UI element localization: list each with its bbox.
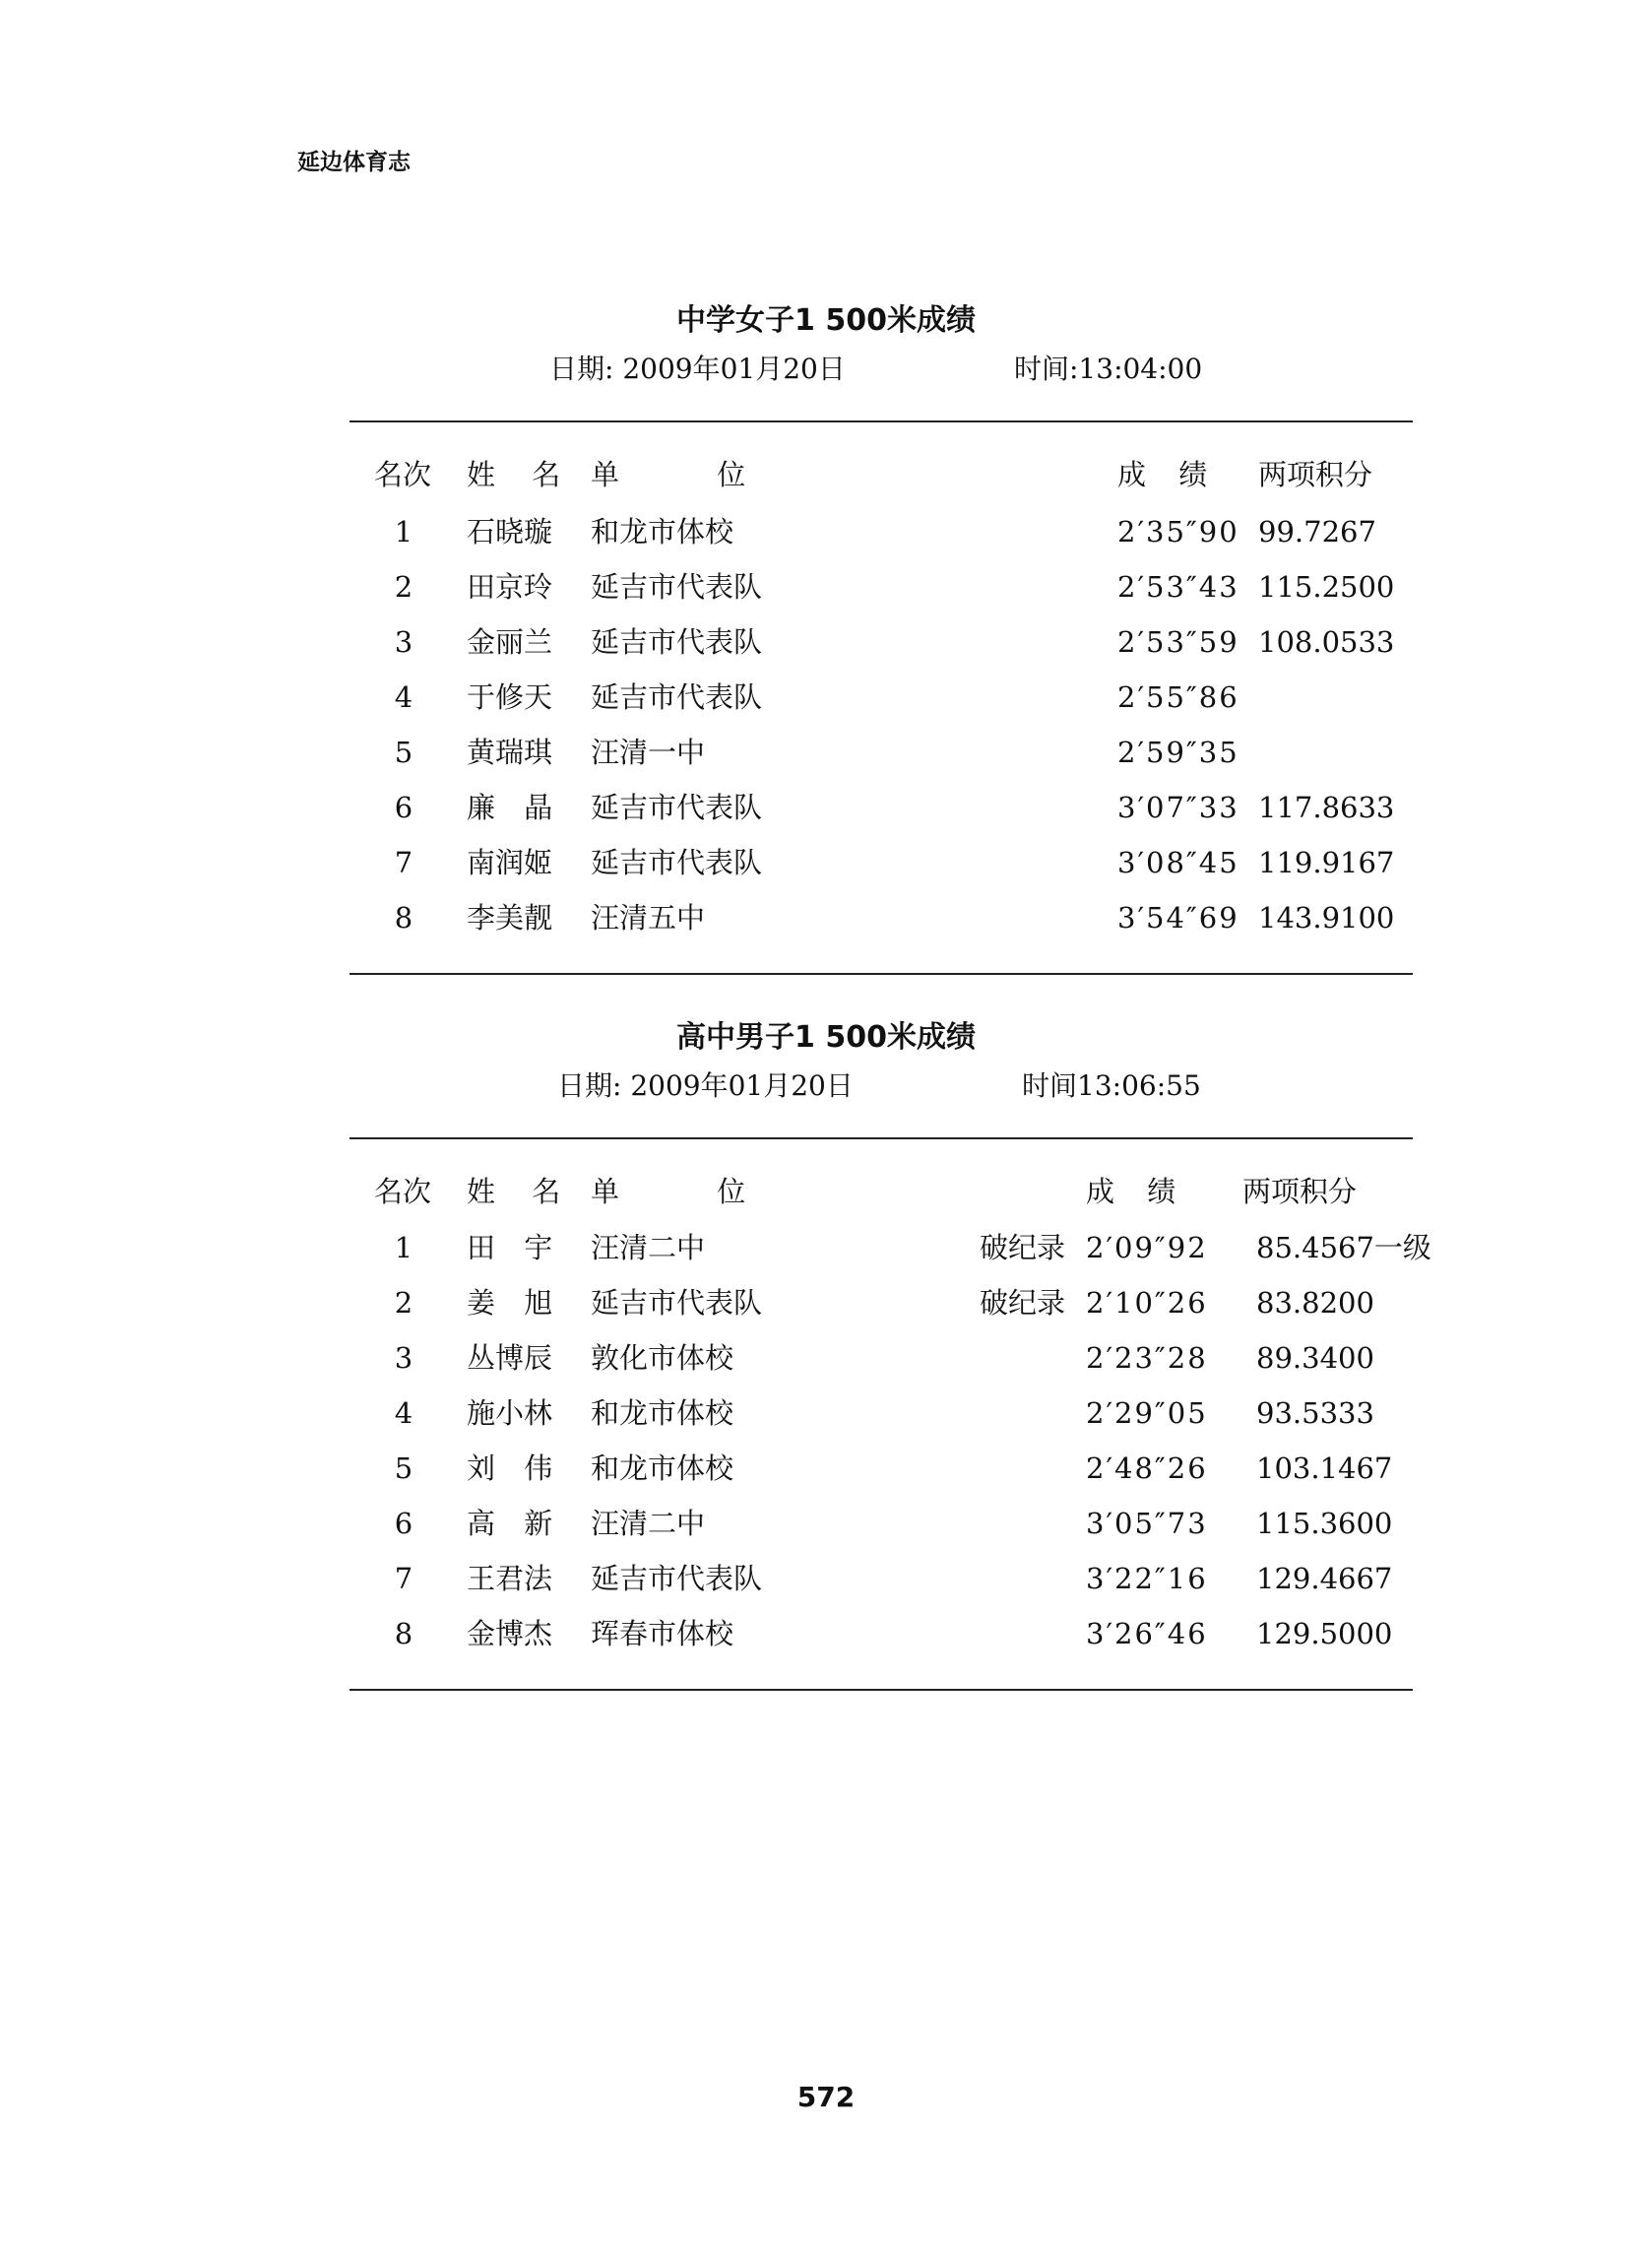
cell-rank: 2 bbox=[394, 1286, 413, 1320]
cell-name: 田 宇 bbox=[467, 1231, 553, 1264]
column-header-name: 姓 名 bbox=[467, 458, 575, 491]
cell-result: 3′26″46 bbox=[1086, 1617, 1208, 1650]
cell-unit: 延吉市代表队 bbox=[591, 846, 763, 879]
cell-unit: 延吉市代表队 bbox=[591, 680, 763, 714]
column-header-unit: 单 位 bbox=[591, 1175, 746, 1208]
cell-name: 廉 晶 bbox=[467, 791, 553, 824]
cell-unit: 珲春市体校 bbox=[591, 1617, 734, 1650]
cell-name: 南润姬 bbox=[467, 846, 553, 879]
cell-name: 高 新 bbox=[467, 1507, 553, 1540]
cell-unit: 和龙市体校 bbox=[591, 515, 734, 548]
cell-points: 89.3400 bbox=[1256, 1341, 1374, 1375]
cell-rank: 5 bbox=[394, 736, 413, 769]
cell-rank: 8 bbox=[394, 1617, 413, 1650]
cell-name: 田京玲 bbox=[467, 570, 553, 604]
cell-result: 2′53″43 bbox=[1117, 570, 1239, 604]
cell-rank: 1 bbox=[394, 1231, 413, 1264]
cell-rank: 6 bbox=[394, 1507, 413, 1540]
cell-unit: 延吉市代表队 bbox=[591, 625, 763, 659]
cell-unit: 汪清二中 bbox=[591, 1231, 706, 1264]
table-top-rule bbox=[349, 420, 1413, 422]
cell-rank: 6 bbox=[394, 791, 413, 824]
cell-points: 115.3600 bbox=[1256, 1507, 1393, 1540]
cell-unit: 和龙市体校 bbox=[591, 1451, 734, 1485]
cell-result: 2′35″90 bbox=[1117, 515, 1239, 548]
column-header-rank: 名次 bbox=[374, 1175, 432, 1208]
cell-points: 103.1467 bbox=[1256, 1451, 1393, 1485]
cell-rank: 1 bbox=[394, 515, 413, 548]
section-title-girls: 中学女子1 500米成绩 bbox=[676, 303, 976, 338]
table-bottom-rule bbox=[349, 973, 1413, 975]
cell-note: 破纪录 bbox=[980, 1286, 1066, 1320]
cell-note: 破纪录 bbox=[980, 1231, 1066, 1264]
cell-points: 85.4567一级 bbox=[1256, 1231, 1431, 1264]
cell-points: 93.5333 bbox=[1256, 1396, 1374, 1430]
cell-name: 施小林 bbox=[467, 1396, 553, 1430]
cell-result: 3′05″73 bbox=[1086, 1507, 1208, 1540]
cell-unit: 延吉市代表队 bbox=[591, 1562, 763, 1595]
cell-points: 119.9167 bbox=[1258, 846, 1395, 879]
cell-points: 115.2500 bbox=[1258, 570, 1395, 604]
section-title-boys: 高中男子1 500米成绩 bbox=[676, 1020, 976, 1055]
column-header-rank: 名次 bbox=[374, 458, 432, 491]
section-time: 时间:13:04:00 bbox=[1014, 353, 1203, 385]
cell-result: 3′08″45 bbox=[1117, 846, 1239, 879]
book-title: 延边体育志 bbox=[297, 150, 411, 175]
cell-unit: 汪清二中 bbox=[591, 1507, 706, 1540]
cell-unit: 延吉市代表队 bbox=[591, 791, 763, 824]
cell-unit: 汪清一中 bbox=[591, 736, 706, 769]
cell-name: 姜 旭 bbox=[467, 1286, 553, 1320]
cell-result: 2′53″59 bbox=[1117, 625, 1239, 659]
column-header-unit: 单 位 bbox=[591, 458, 746, 491]
table-top-rule bbox=[349, 1137, 1413, 1139]
cell-unit: 汪清五中 bbox=[591, 901, 706, 935]
section-date: 日期: 2009年01月20日 bbox=[549, 353, 846, 385]
cell-points: 143.9100 bbox=[1258, 901, 1395, 935]
cell-name: 王君法 bbox=[467, 1562, 553, 1595]
cell-name: 黄瑞琪 bbox=[467, 736, 553, 769]
cell-result: 2′48″26 bbox=[1086, 1451, 1208, 1485]
cell-name: 丛博辰 bbox=[467, 1341, 553, 1375]
cell-unit: 敦化市体校 bbox=[591, 1341, 734, 1375]
column-header-points: 两项积分 bbox=[1258, 458, 1373, 491]
column-header-name: 姓 名 bbox=[467, 1175, 575, 1208]
cell-rank: 4 bbox=[394, 680, 413, 714]
cell-result: 2′59″35 bbox=[1117, 736, 1239, 769]
cell-name: 金博杰 bbox=[467, 1617, 553, 1650]
cell-result: 3′07″33 bbox=[1117, 791, 1239, 824]
cell-rank: 7 bbox=[394, 1562, 413, 1595]
cell-result: 3′54″69 bbox=[1117, 901, 1239, 935]
cell-points: 108.0533 bbox=[1258, 625, 1395, 659]
column-header-result: 成 绩 bbox=[1117, 458, 1220, 491]
cell-name: 刘 伟 bbox=[467, 1451, 553, 1485]
cell-rank: 8 bbox=[394, 901, 413, 935]
cell-unit: 和龙市体校 bbox=[591, 1396, 734, 1430]
cell-result: 2′09″92 bbox=[1086, 1231, 1208, 1264]
cell-result: 3′22″16 bbox=[1086, 1562, 1208, 1595]
cell-rank: 3 bbox=[394, 1341, 413, 1375]
section-time: 时间13:06:55 bbox=[1022, 1069, 1201, 1102]
cell-rank: 4 bbox=[394, 1396, 413, 1430]
cell-name: 于修天 bbox=[467, 680, 553, 714]
column-header-points: 两项积分 bbox=[1242, 1175, 1358, 1208]
cell-unit: 延吉市代表队 bbox=[591, 570, 763, 604]
cell-result: 2′23″28 bbox=[1086, 1341, 1208, 1375]
cell-name: 李美靓 bbox=[467, 901, 553, 935]
cell-result: 2′29″05 bbox=[1086, 1396, 1208, 1430]
cell-points: 129.4667 bbox=[1256, 1562, 1393, 1595]
section-date: 日期: 2009年01月20日 bbox=[557, 1069, 854, 1102]
cell-rank: 2 bbox=[394, 570, 413, 604]
cell-name: 石晓璇 bbox=[467, 515, 553, 548]
cell-result: 2′55″86 bbox=[1117, 680, 1239, 714]
cell-rank: 3 bbox=[394, 625, 413, 659]
page-number: 572 bbox=[796, 2081, 856, 2113]
column-header-result: 成 绩 bbox=[1086, 1175, 1188, 1208]
cell-points: 99.7267 bbox=[1258, 515, 1376, 548]
cell-unit: 延吉市代表队 bbox=[591, 1286, 763, 1320]
cell-rank: 5 bbox=[394, 1451, 413, 1485]
table-bottom-rule bbox=[349, 1689, 1413, 1691]
cell-points: 117.8633 bbox=[1258, 791, 1395, 824]
cell-name: 金丽兰 bbox=[467, 625, 553, 659]
cell-result: 2′10″26 bbox=[1086, 1286, 1208, 1320]
cell-points: 83.8200 bbox=[1256, 1286, 1374, 1320]
cell-rank: 7 bbox=[394, 846, 413, 879]
cell-points: 129.5000 bbox=[1256, 1617, 1393, 1650]
